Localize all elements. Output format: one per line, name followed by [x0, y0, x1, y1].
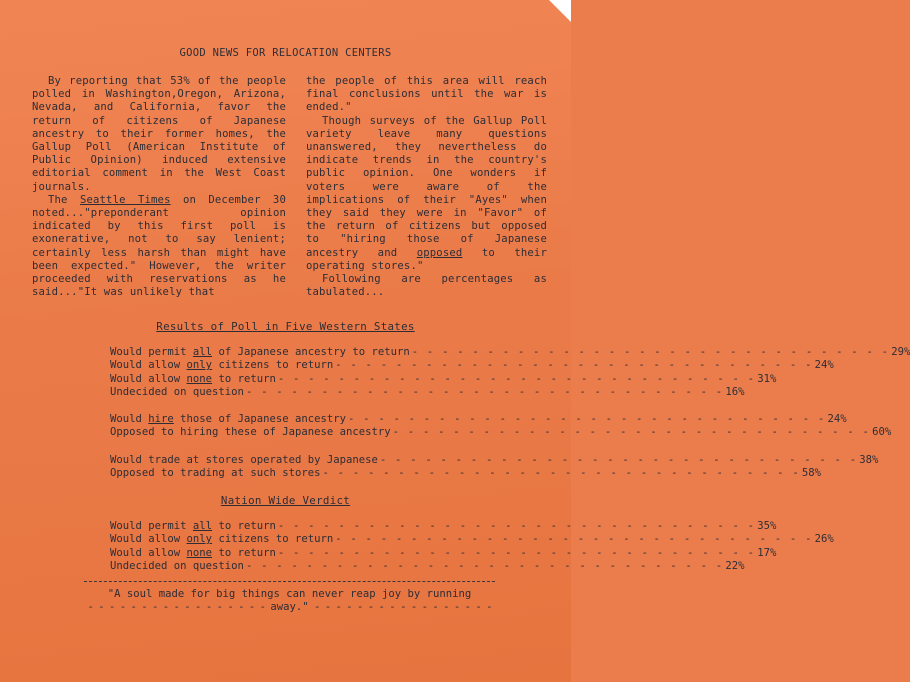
result-percentage: 24% — [827, 413, 847, 426]
folded-corner — [549, 0, 571, 22]
result-label — [110, 413, 346, 426]
result-label — [110, 373, 276, 386]
label-text: Would allow — [110, 533, 187, 546]
label-keyword: all — [192, 520, 213, 532]
leader-dashes: - - - - - - - - - - - - - - - - - - - - - - - - - - - - - - - - — [245, 385, 724, 398]
label-keyword: only — [186, 533, 213, 546]
result-percentage: 60% — [872, 426, 892, 439]
label-text-end: those of Japanese ancestry — [173, 413, 347, 426]
label-text-end: to return — [212, 372, 276, 385]
leader-dashes: - - - - - - - - - - - - - - - - - - - - - - - - - - - - - - - - — [277, 372, 756, 385]
label-text: Would allow — [110, 372, 187, 385]
leader-dashes: - - - - - - - - - - - - - - - - - - - - - - - - - - - - - - - - — [322, 467, 800, 480]
nation-results-table — [110, 520, 834, 573]
result-percentage: 35% — [757, 520, 777, 532]
result-label — [110, 520, 276, 533]
result-label — [110, 467, 320, 480]
result-label — [110, 454, 378, 467]
leader-dashes: - - - - - - - - - - - - - - - - - - - - - - - - - - - - - - - - — [335, 533, 813, 546]
result-row — [110, 346, 910, 359]
result-row — [110, 467, 822, 480]
result-row — [110, 385, 745, 399]
closing-quote — [84, 588, 495, 615]
result-percentage: 31% — [757, 372, 777, 385]
result-label — [110, 547, 276, 560]
leader-dashes: - - - - - - - - - - - - - - - - - - - - - - - - - - - - - - - - — [379, 453, 858, 466]
p2-rest: on December 30 noted..."preponderant opinion indicated by this first poll is exonerative, not to say lenient; certainly less harsh than might have been expected." However, the writer proceeded with reservations as he said..."It was unlikely that — [32, 193, 286, 299]
label-text: Would — [110, 413, 149, 426]
label-keyword: only — [186, 359, 213, 372]
leader-dashes: - - - - - - - - - - - - - - - - - - - - - - - - - - - - - - - - — [392, 426, 871, 439]
left-paragraph-2 — [32, 194, 286, 300]
result-row — [110, 546, 777, 560]
result-row — [110, 453, 879, 467]
result-row — [110, 372, 777, 386]
label-keyword: none — [186, 372, 213, 385]
result-percentage: 24% — [814, 359, 834, 372]
newspaper-name: Seattle Times — [79, 193, 171, 206]
label-text: Would permit — [110, 346, 193, 358]
leader-dashes: - - - - - - - - - - - - - - - - - - - - - - - - - - - - - - - - — [277, 546, 756, 559]
right-paragraph-2 — [306, 115, 547, 273]
divider-top — [84, 581, 495, 582]
quote-line-2-text: away." — [270, 601, 309, 614]
result-row — [110, 359, 834, 372]
quote-line-2: - - - - - - - - - - - - - - - - - away." - - - - - - - - - - - - - - - - - — [87, 601, 492, 614]
result-row — [110, 426, 892, 439]
result-percentage: 38% — [859, 453, 879, 466]
result-row — [110, 559, 745, 573]
label-text: Would trade at stores operated by Japanese — [110, 453, 378, 466]
left-column — [32, 75, 286, 299]
nation-verdict-heading: Nation Wide Verdict — [220, 494, 351, 507]
result-label — [110, 346, 410, 359]
label-text-end: citizens to return — [212, 359, 334, 372]
label-text-end: of Japanese ancestry to return — [212, 346, 410, 358]
result-percentage: 26% — [814, 533, 834, 546]
quote-line-1: "A soul made for big things can never reap joy by running — [107, 588, 472, 600]
result-label — [110, 533, 333, 546]
p2-part-b: to their operating stores." — [306, 246, 547, 272]
western-results-heading: Results of Poll in Five Western States — [156, 320, 415, 333]
result-label — [110, 386, 244, 399]
result-percentage: 29% — [891, 346, 910, 358]
p2-lead: The — [48, 193, 80, 206]
result-label — [110, 560, 244, 573]
result-percentage: 22% — [725, 559, 745, 572]
leader-dashes: - - - - - - - - - - - - - - - - - - - - - - - - - - - - - - - - — [335, 359, 813, 372]
label-text: Opposed to trading at such stores — [110, 467, 321, 480]
p2-part-a: Though surveys of the Gallup Poll variety leave many questions unanswered, they nevertheless do indicate trends in the country's public opinion. One wonders if voters were aware of the implications of their "Ayes" when they said they were in "Favor" of the return of citizens but opposed to "hiring those of Japanese ancestry and — [306, 114, 547, 259]
result-row — [110, 533, 834, 546]
result-row — [110, 413, 847, 426]
result-percentage: 17% — [757, 546, 777, 559]
leader-dashes: - - - - - - - - - - - - - - - - - - - - - - - - - - - - - - - - — [411, 346, 890, 358]
label-text: Opposed to hiring these of Japanese ancestry — [110, 426, 391, 439]
page-title: GOOD NEWS FOR RELOCATION CENTERS — [179, 47, 392, 59]
leader-dashes: - - - - - - - - - - - - - - - - - - - - - - - - - - - - - - - - — [277, 520, 756, 532]
label-text-end: citizens to return — [212, 533, 334, 546]
label-text-end: to return — [212, 546, 276, 559]
result-percentage: 16% — [725, 385, 745, 398]
result-row — [110, 520, 777, 533]
right-column — [306, 75, 547, 299]
result-percentage: 58% — [801, 467, 822, 480]
label-text-end: to return — [212, 520, 276, 532]
label-text: Would permit — [110, 520, 193, 532]
leader-dashes: - - - - - - - - - - - - - - - - - - - - - - - - - - - - - - - - — [348, 413, 826, 426]
left-paragraph-1: By reporting that 53% of the people polled in Washington,Oregon, Arizona, Nevada, and California, favor the return of citizens of Japanese ancestry to their former homes, the Gallup Poll (American Institute of Public Opinion) induced extensive editorial comment in the West Coast journals. — [32, 75, 286, 193]
result-label — [110, 359, 333, 372]
opposed-underlined: opposed — [416, 246, 463, 259]
right-paragraph-3: Following are percentages as tabulated... — [306, 273, 547, 299]
label-text: Would allow — [110, 546, 187, 559]
label-keyword: all — [192, 346, 213, 358]
label-text: Undecided on question — [110, 385, 244, 398]
label-text: Undecided on question — [110, 559, 244, 572]
western-results-table — [110, 346, 910, 480]
label-text: Would allow — [110, 359, 187, 372]
label-keyword: hire — [148, 413, 174, 426]
right-paragraph-1: the people of this area will reach final conclusions until the war is ended." — [306, 75, 547, 114]
label-keyword: none — [186, 546, 213, 559]
leader-dashes: - - - - - - - - - - - - - - - - - - - - - - - - - - - - - - - - — [245, 559, 724, 572]
result-label — [110, 426, 391, 439]
